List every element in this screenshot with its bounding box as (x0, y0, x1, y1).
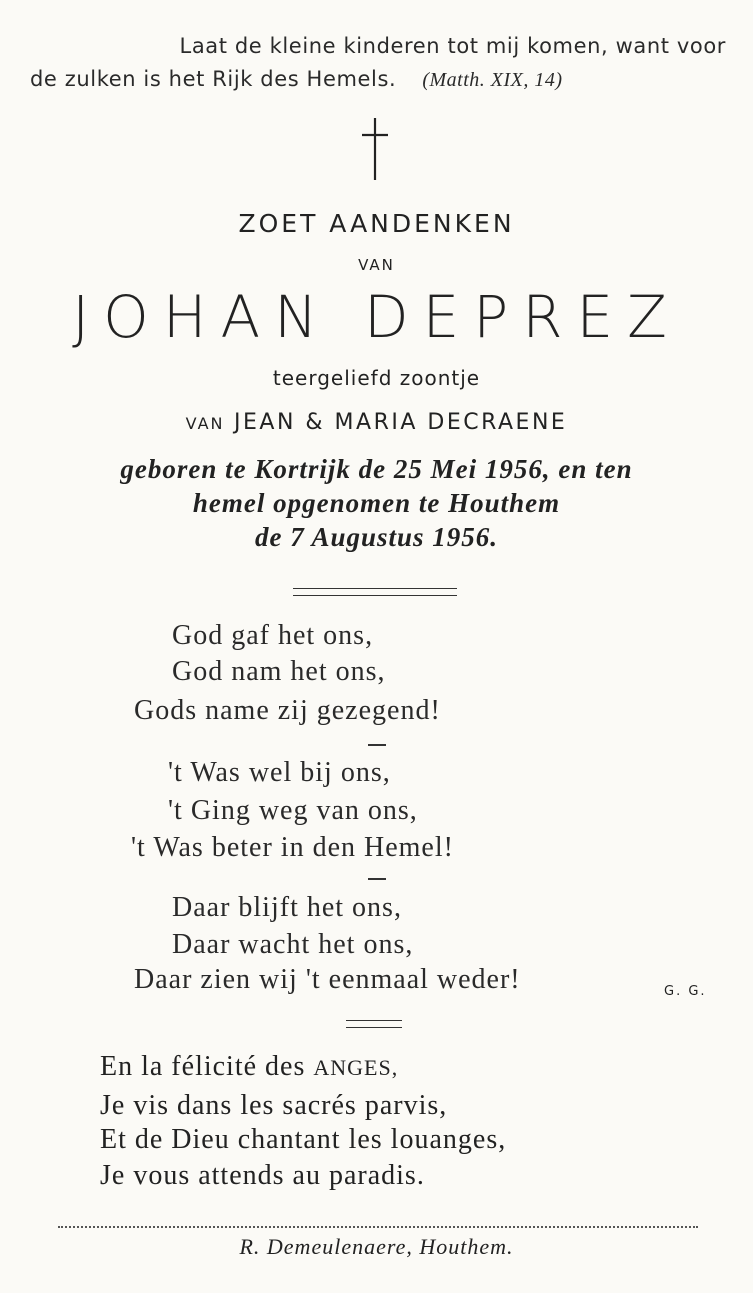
memorial-title: ZOET AANDENKEN (238, 209, 515, 238)
deceased-name: JOHAN DEPREZ (72, 283, 681, 351)
parents-names: JEAN & MARIA DECRAENE (234, 410, 568, 435)
quote-line-2 (30, 63, 730, 97)
poem-initials: G. G. (664, 984, 707, 999)
parents-line (0, 410, 753, 435)
poem-stanza-3-line-1: Daar blijft het ons, (172, 892, 402, 923)
scripture-quote (30, 30, 730, 97)
poem-stanza-2-line-1: 't Was wel bij ons, (168, 757, 391, 788)
double-rule-mid-1 (346, 1020, 402, 1021)
poem-stanza-3-line-3: Daar zien wij 't eenmaal weder! (134, 964, 521, 995)
poem-stanza-1-line-3: Gods name zij gezegend! (134, 695, 441, 726)
french-line-2: Je vis dans les sacrés parvis, (100, 1090, 448, 1121)
french-line-1-text: En la félicité des (100, 1051, 314, 1082)
birth-death-text (0, 452, 753, 554)
quote-reference: (Matth. XIX, 14) (422, 69, 563, 91)
poem-stanza-1-line-1: God gaf het ons, (172, 620, 374, 651)
poem-stanza-2-line-2: 't Ging weg van ons, (168, 795, 418, 826)
stanza-divider-2 (368, 878, 386, 880)
french-line-4: Je vous attends au paradis. (100, 1160, 425, 1191)
double-rule-top-1 (293, 588, 457, 589)
cross-icon (360, 118, 390, 180)
stanza-divider-1 (368, 744, 386, 746)
poem-stanza-3-line-2: Daar wacht het ons, (172, 929, 414, 960)
relation-text: teergeliefd zoontje (272, 366, 481, 390)
quote-line-1: Laat de kleine kinderen tot mij komen, want voor (179, 34, 726, 58)
french-line-3: Et de Dieu chantant les louanges, (100, 1124, 507, 1155)
dotted-rule (58, 1226, 698, 1228)
birth-line-3: de 7 Augustus 1956. (254, 522, 499, 552)
quote-line-2-text: de zulken is het Rijk des Hemels. (30, 67, 397, 91)
poem-stanza-2-line-3: 't Was beter in den Hemel! (131, 832, 454, 863)
van-label: VAN (358, 256, 395, 274)
birth-line-2: hemel opgenomen te Houthem (192, 488, 561, 518)
poem-stanza-1-line-2: God nam het ons, (172, 656, 386, 687)
birth-line-1: geboren te Kortrijk de 25 Mei 1956, en ten (120, 454, 633, 484)
french-line-1 (100, 1051, 398, 1083)
double-rule-mid-2 (346, 1027, 402, 1028)
printer-credit: R. Demeulenaere, Houthem. (239, 1234, 514, 1259)
french-line-1-smallcaps: ANGES, (313, 1055, 399, 1080)
double-rule-top-2 (293, 595, 457, 596)
parents-prefix: VAN (185, 414, 225, 433)
